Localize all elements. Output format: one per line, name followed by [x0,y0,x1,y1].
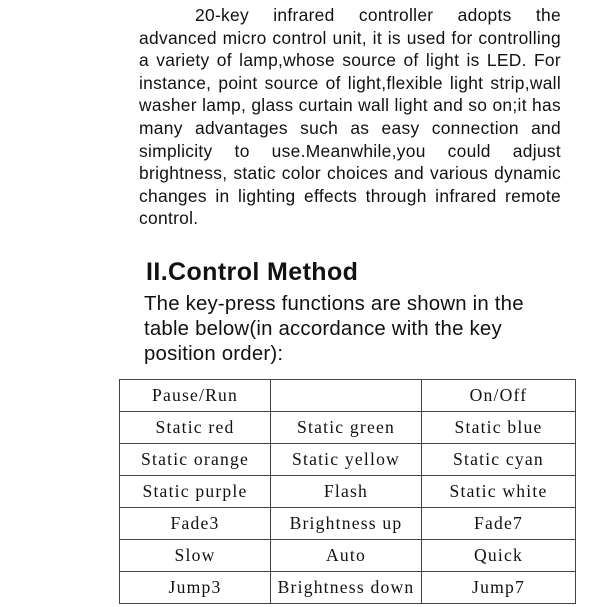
table-cell: Brightness up [271,508,422,540]
table-cell: Static orange [120,444,271,476]
table-cell: Quick [422,540,576,572]
table-cell: Static purple [120,476,271,508]
table-row [120,476,576,508]
table-cell: Auto [271,540,422,572]
table-cell: Pause/Run [120,380,271,412]
key-function-table [119,379,576,604]
intro-paragraph: 20-key infrared controller adopts the advanced micro control unit, it is used for controlling a variety of lamp,whose source of light is LED. For instance, point source of light,flexible light strip,wall washer lamp, glass curtain wall light and so on;it has many advantages such as easy connection and simplicity to use.Meanwhile,you could adjust brightness, static color choices and various dynamic changes in lighting effects through infrared remote control. [139,5,561,229]
table-cell: Fade3 [120,508,271,540]
table-row [120,508,576,540]
table-cell: Jump7 [422,572,576,604]
table-row [120,412,576,444]
table-row [120,444,576,476]
section-lead: The key-press functions are shown in the table below(in accordance with the key position order): [144,293,524,365]
table-cell: Jump3 [120,572,271,604]
table-cell: Static red [120,412,271,444]
table-row [120,380,576,412]
table-row [120,540,576,572]
table-cell: Static yellow [271,444,422,476]
table-cell: Slow [120,540,271,572]
table-row [120,572,576,604]
table-cell: Static white [422,476,576,508]
table-cell: Static cyan [422,444,576,476]
table-cell: Brightness down [271,572,422,604]
table-cell: Static blue [422,412,576,444]
table-cell: On/Off [422,380,576,412]
table-cell: Fade7 [422,508,576,540]
table-cell: Static green [271,412,422,444]
table-cell [271,380,422,412]
section-heading: II.Control Method [146,258,359,286]
table-cell: Flash [271,476,422,508]
